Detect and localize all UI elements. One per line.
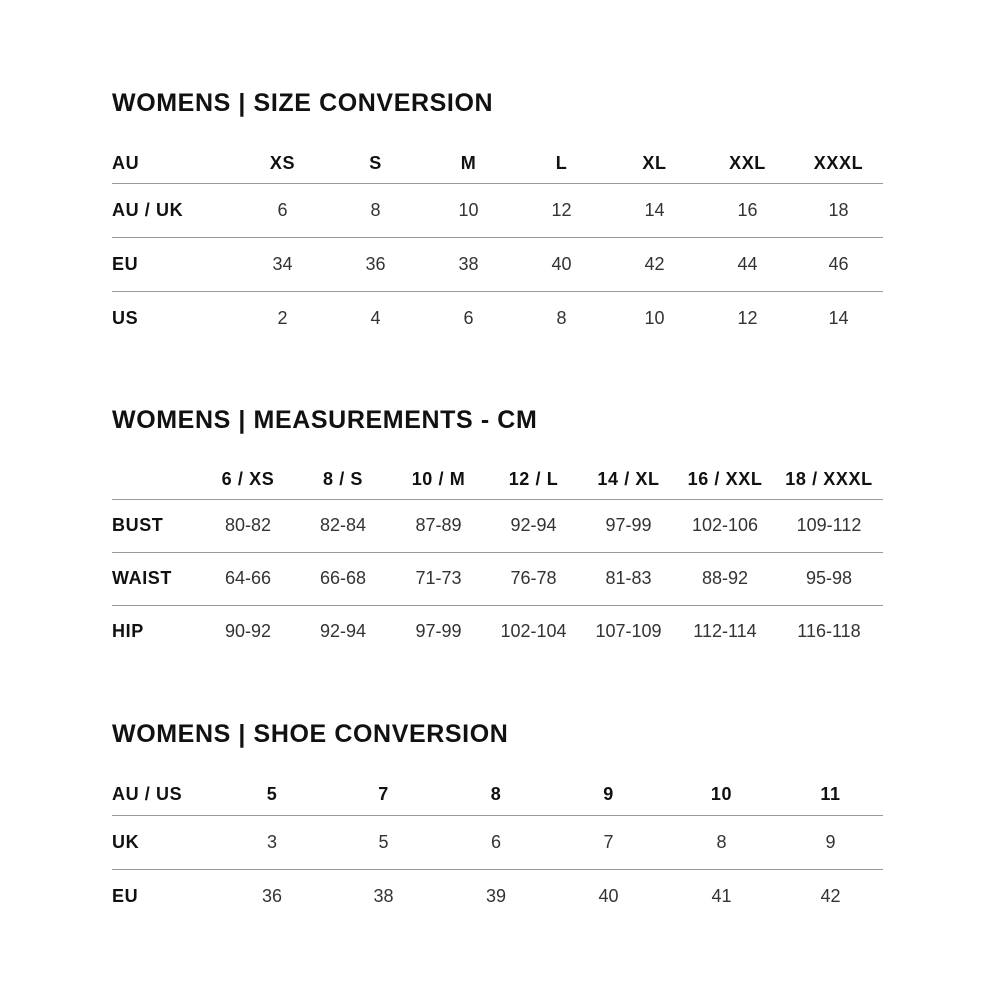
shoe-conversion-title: WOMENS | SHOE CONVERSION — [112, 720, 509, 748]
header-cell: XL — [642, 153, 667, 174]
table-cell: 82-84 — [319, 515, 367, 535]
header-cell — [112, 461, 202, 499]
size-conversion-title: WOMENS | SIZE CONVERSION — [112, 89, 494, 117]
table-cell: 116-118 — [797, 621, 861, 642]
table-cell: 18 — [828, 199, 849, 220]
header-cell: 10 — [710, 784, 733, 805]
table-cell: 6 — [490, 831, 501, 852]
table-cell: 4 — [370, 307, 381, 328]
table-row — [112, 237, 883, 291]
header-cell: 8 — [490, 784, 502, 805]
table-cell: 6 — [463, 307, 474, 328]
size-conversion-table — [112, 145, 883, 345]
table-cell: 10 — [458, 199, 479, 220]
header-cell: 8 / S — [322, 469, 364, 490]
header-cell: XXL — [729, 153, 766, 174]
table-cell: 95-98 — [805, 568, 853, 588]
table-cell: 5 — [378, 831, 389, 852]
table-cell: 38 — [458, 253, 479, 274]
table-cell: 41 — [711, 885, 732, 906]
header-cell: L — [555, 153, 568, 174]
table-header-row — [112, 775, 883, 815]
header-cell: M — [460, 153, 477, 174]
table-cell: 71-73 — [415, 568, 462, 588]
table-cell: 90-92 — [224, 621, 272, 642]
table-header-row — [112, 461, 883, 499]
header-cell: XS — [269, 153, 296, 174]
table-cell: 80-82 — [224, 515, 272, 535]
header-cell: 9 — [603, 784, 614, 805]
table-cell: 42 — [820, 885, 841, 906]
table-header-row — [112, 145, 883, 183]
measurements-section — [112, 405, 883, 658]
header-cell: 12 / L — [508, 469, 559, 490]
row-label: AU / UK — [112, 199, 184, 220]
row-label: UK — [112, 831, 140, 852]
header-cell: 5 — [266, 784, 278, 805]
table-row — [112, 605, 883, 658]
measurements-title: WOMENS | MEASUREMENTS - CM — [112, 406, 538, 434]
header-cell: 11 — [820, 784, 841, 805]
table-cell: 36 — [365, 253, 386, 274]
table-row — [112, 869, 883, 923]
row-label: HIP — [112, 621, 144, 642]
table-row — [112, 552, 883, 605]
table-cell: 64-66 — [224, 568, 272, 588]
row-label: BUST — [112, 515, 164, 535]
table-cell: 9 — [825, 831, 836, 852]
table-cell: 107-109 — [595, 621, 662, 642]
table-cell: 66-68 — [319, 568, 367, 588]
table-cell: 8 — [716, 831, 727, 852]
table-row — [112, 183, 883, 237]
header-cell: AU / US — [112, 784, 183, 805]
table-cell: 40 — [598, 885, 619, 906]
table-cell: 10 — [644, 307, 665, 328]
header-cell: AU — [112, 153, 140, 174]
table-cell: 2 — [277, 307, 288, 328]
header-cell: 6 / XS — [221, 469, 275, 490]
table-cell: 109-112 — [796, 515, 862, 535]
table-cell: 46 — [828, 253, 849, 274]
header-cell: 7 — [378, 784, 389, 805]
table-cell: 8 — [370, 199, 381, 220]
table-cell: 40 — [551, 253, 572, 274]
row-label: WAIST — [112, 568, 172, 588]
row-label: US — [112, 307, 139, 328]
table-cell: 39 — [485, 885, 507, 906]
table-cell: 102-104 — [500, 621, 567, 642]
table-cell: 12 — [551, 199, 572, 220]
table-cell: 44 — [737, 253, 758, 274]
header-cell: S — [369, 153, 382, 174]
table-cell: 12 — [737, 307, 758, 328]
table-cell: 14 — [644, 199, 665, 220]
size-conversion-section — [112, 88, 883, 345]
table-cell: 112-114 — [693, 621, 757, 642]
header-cell: 10 / M — [411, 469, 466, 490]
table-cell: 81-83 — [605, 568, 652, 588]
header-cell: 16 / XXL — [687, 469, 763, 490]
header-cell: 14 / XL — [597, 469, 660, 490]
table-cell: 34 — [272, 253, 293, 274]
table-cell: 102-106 — [691, 515, 759, 535]
row-label: EU — [112, 253, 139, 274]
table-cell: 88-92 — [701, 568, 749, 588]
table-cell: 92-94 — [510, 515, 557, 535]
table-cell: 42 — [644, 253, 665, 274]
table-cell: 38 — [373, 885, 394, 906]
header-cell: XXXL — [813, 153, 864, 174]
table-cell: 7 — [603, 831, 614, 852]
table-cell: 8 — [556, 307, 567, 328]
table-row — [112, 499, 883, 552]
table-cell: 87-89 — [415, 515, 462, 535]
table-cell: 16 — [737, 199, 758, 220]
table-cell: 36 — [261, 885, 283, 906]
table-cell: 3 — [266, 831, 277, 852]
table-cell: 97-99 — [415, 621, 462, 642]
shoe-conversion-table — [112, 775, 883, 923]
table-cell: 14 — [828, 307, 849, 328]
header-cell: 18 / XXXL — [785, 469, 873, 490]
table-cell: 76-78 — [510, 568, 557, 588]
measurements-table — [112, 461, 883, 658]
table-cell: 6 — [277, 199, 288, 220]
row-label: EU — [112, 885, 139, 906]
table-cell: 97-99 — [605, 515, 652, 535]
table-cell: 92-94 — [319, 621, 367, 642]
shoe-conversion-section — [112, 719, 883, 923]
table-row — [112, 815, 883, 869]
table-row — [112, 291, 883, 345]
